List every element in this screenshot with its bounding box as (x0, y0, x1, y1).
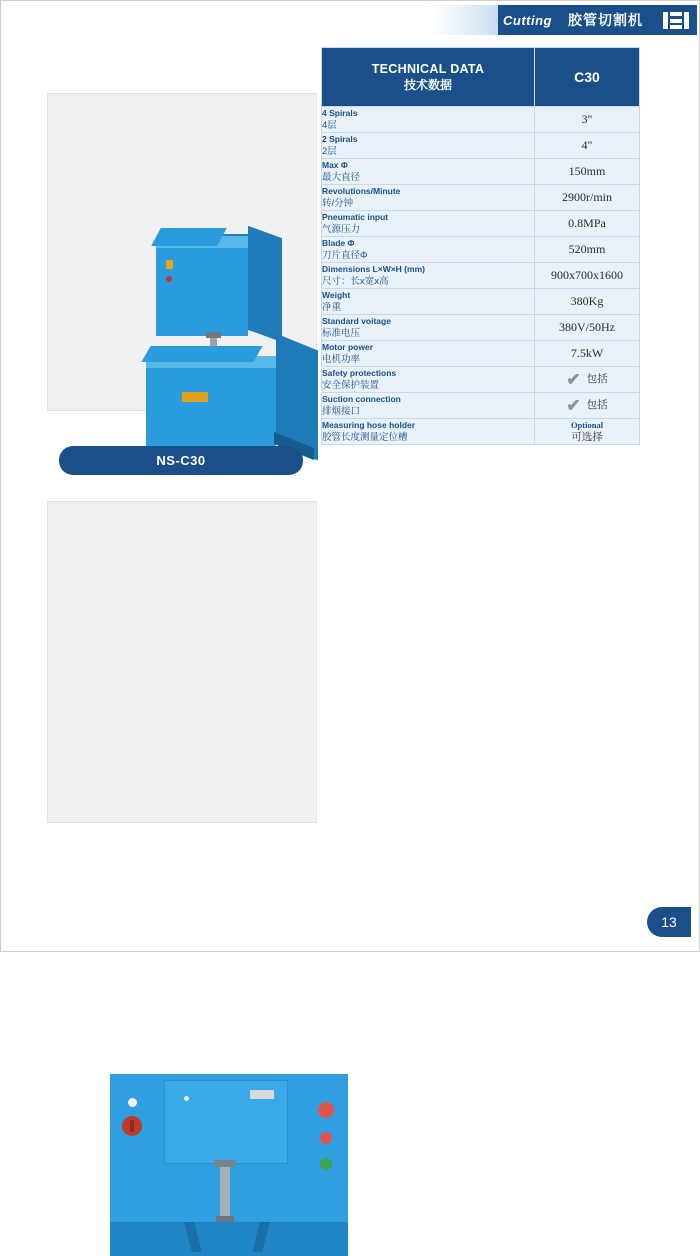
row-label-cn: 4层 (322, 120, 337, 131)
table-title-cn: 技术数据 (403, 78, 452, 92)
header-bar (498, 5, 697, 35)
row-label-en: 4 Spirals (322, 108, 358, 118)
row-value-cell: 150mm (535, 159, 640, 185)
row-label-en: Revolutions/Minute (322, 186, 401, 196)
table-header-row (322, 48, 640, 107)
row-label-cn: 胶管长度测量定位槽 (322, 432, 408, 443)
row-label-cn: 标准电压 (322, 328, 361, 339)
row-value-cell: 380V/50Hz (535, 315, 640, 341)
company-logo-icon (663, 12, 689, 29)
row-value-cell (535, 419, 640, 445)
check-icon: ✔ (566, 370, 581, 389)
row-label-cn: 排烟接口 (322, 406, 361, 417)
row-label-en: Safety protections (322, 368, 397, 378)
page-number: 13 (647, 907, 691, 937)
table-row (322, 341, 640, 367)
table-title-cell (322, 48, 535, 107)
row-value-cell: 3" (535, 107, 640, 133)
row-value-cell (535, 393, 640, 419)
row-label-en: Blade Φ (322, 238, 355, 248)
row-label-en: Max Φ (322, 160, 348, 170)
table-row (322, 159, 640, 185)
row-label-cell (322, 211, 535, 237)
header-title-en: Cutting (503, 12, 552, 28)
row-label-cell (322, 263, 535, 289)
table-row (322, 393, 640, 419)
table-row (322, 237, 640, 263)
table-row (322, 107, 640, 133)
machine-model-label: NS-C30 (59, 446, 303, 475)
row-label-cn: 最大直径 (322, 172, 361, 183)
row-label-en: Measuring hose holder (322, 420, 416, 430)
machine-illustration-main (134, 214, 324, 479)
row-value-cell: 2900r/min (535, 185, 640, 211)
row-value-cell: 0.8MPa (535, 211, 640, 237)
row-value-cell: 900x700x1600 (535, 263, 640, 289)
technical-data-table (321, 47, 640, 445)
row-label-cn: 2层 (322, 146, 337, 157)
row-label-cell (322, 237, 535, 263)
check-icon: ✔ (566, 396, 581, 415)
row-label-cell (322, 367, 535, 393)
row-value-text: 包括 (586, 373, 608, 385)
table-row (322, 289, 640, 315)
row-value-cell (535, 367, 640, 393)
table-row (322, 211, 640, 237)
row-label-en: Standard voitage (322, 316, 391, 326)
row-label-cell (322, 341, 535, 367)
machine-illustration-detail (110, 1074, 348, 1256)
row-label-cn: 气源压力 (322, 224, 361, 235)
row-label-cn: 转/分钟 (322, 198, 354, 209)
row-label-en: 2 Spirals (322, 134, 358, 144)
row-label-cn: 电机功率 (322, 354, 361, 365)
row-label-cell (322, 133, 535, 159)
row-label-cell (322, 419, 535, 445)
table-row (322, 419, 640, 445)
table-model-cell: C30 (535, 48, 640, 107)
header-title-cn: 胶管切割机 (567, 12, 643, 28)
row-label-en: Weight (322, 290, 351, 300)
row-label-cell (322, 159, 535, 185)
table-row (322, 367, 640, 393)
row-label-cn: 净重 (322, 302, 342, 313)
table-row (322, 263, 640, 289)
row-label-cn: 刀片直径Φ (322, 250, 368, 261)
row-label-en: Pneumatic input (322, 212, 389, 222)
row-value-cell: 380Kg (535, 289, 640, 315)
table-title-en: TECHNICAL DATA (371, 62, 485, 76)
table-row (322, 315, 640, 341)
row-label-en: Motor power (322, 342, 373, 352)
optional-badge: Optional (570, 420, 604, 430)
row-label-cn: 尺寸：长x宽x高 (322, 276, 389, 287)
table-row (322, 133, 640, 159)
row-value-cell: 520mm (535, 237, 640, 263)
row-label-cell (322, 289, 535, 315)
row-label-cell (322, 107, 535, 133)
product-photo-detail (47, 501, 317, 823)
row-label-en: Dimensions L×W×H (mm) (322, 264, 425, 274)
row-label-en: Suction connection (322, 394, 401, 404)
row-value-cell: 4" (535, 133, 640, 159)
row-value-text: 包括 (586, 399, 608, 411)
row-label-cn: 安全保护装置 (322, 380, 380, 391)
row-label-cell (322, 315, 535, 341)
row-label-cell (322, 185, 535, 211)
row-value-text: 可选择 (571, 432, 603, 443)
row-value-cell: 7.5kW (535, 341, 640, 367)
table-row (322, 185, 640, 211)
product-photo-main (47, 93, 317, 411)
row-label-cell (322, 393, 535, 419)
